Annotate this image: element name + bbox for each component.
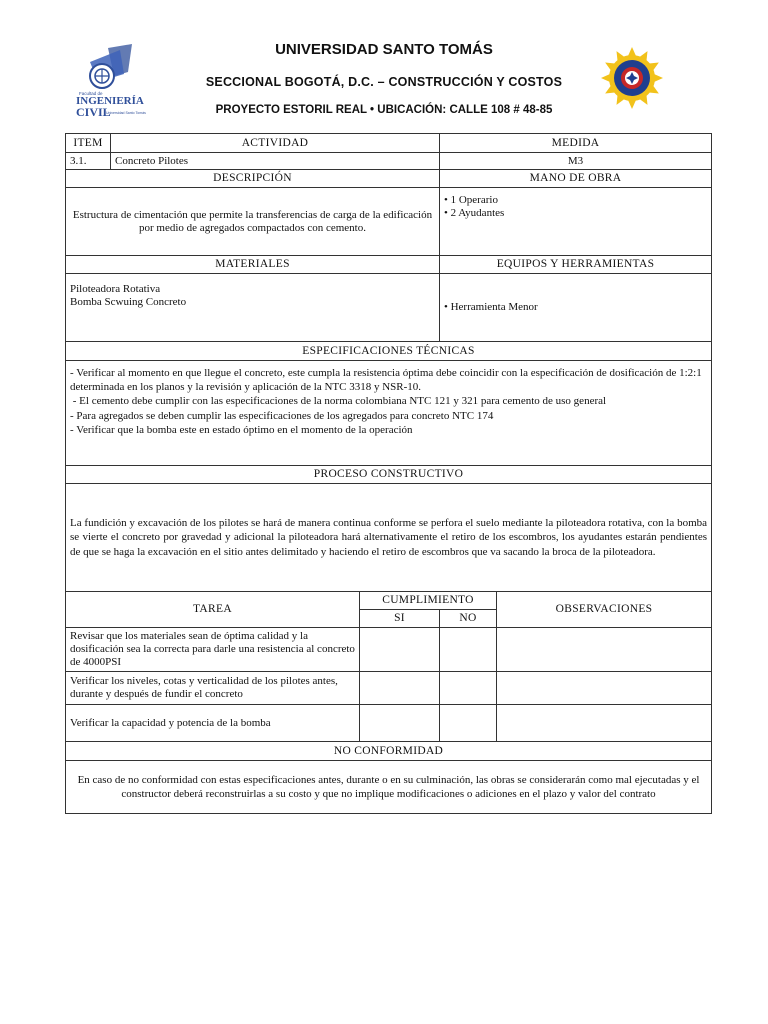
especificacion-line: - Verificar que la bomba este en estado óptimo en el momento de la operación — [70, 423, 413, 436]
tarea-si-cell[interactable] — [360, 672, 440, 705]
especificacion-line: - Verificar al momento en que llegue el concreto, este cumpla la resistencia óptima debe coincidir con la especificación de dosificación de 1:2:1 determinada en los planos y la revisión y aplicación de la NTC 3318 y NSR-10. — [70, 367, 702, 394]
tarea-no-cell[interactable] — [440, 628, 497, 672]
materiales-list — [66, 274, 440, 342]
tarea-observaciones-cell[interactable] — [497, 628, 712, 672]
tarea-observaciones-cell[interactable] — [497, 672, 712, 705]
university-title: UNIVERSIDAD SANTO TOMÁS — [275, 41, 493, 58]
especificaciones-header: ESPECIFICACIONES TÉCNICAS — [66, 342, 712, 361]
tarea-observaciones-cell[interactable] — [497, 705, 712, 742]
tarea-no-cell[interactable] — [440, 672, 497, 705]
descripcion-text: Estructura de cimentación que permite la transferencias de carga de la edificación por medio de agregados compactados con cemento. — [66, 188, 440, 256]
table-row — [66, 672, 712, 705]
si-header: SI — [360, 610, 440, 628]
no-header: NO — [440, 610, 497, 628]
tarea-si-cell[interactable] — [360, 705, 440, 742]
especificaciones-text — [66, 361, 712, 466]
table-row — [66, 628, 712, 672]
item-value: 3.1. — [66, 153, 111, 170]
proceso-text: La fundición y excavación de los pilotes se hará de manera continua conforme se perfora el suelo mediante la piloteadora rotativa, con la bomba se vierte el concreto por gravedad y adicional la piloteadora hará alternativamente el retiro de los escombros, los ayudantes estarán pendientes de que se haga la excavación en el sitio antes delimitado y haciendo el retiro de escombros que va sacando la broca de la piloteadora. — [66, 484, 712, 592]
actividad-value: Concreto Pilotes — [111, 153, 440, 170]
material-item: Bomba Scwuing Concreto — [70, 296, 187, 308]
mano-obra-item: • 1 Operario — [444, 194, 707, 207]
specification-sheet — [65, 133, 712, 814]
equipo-item: • Herramienta Menor — [444, 301, 707, 314]
actividad-header: ACTIVIDAD — [111, 134, 440, 153]
mano-obra-header: MANO DE OBRA — [440, 170, 712, 188]
tarea-text: Verificar la capacidad y potencia de la bomba — [66, 705, 360, 742]
cumplimiento-header: CUMPLIMIENTO — [360, 592, 497, 610]
equipos-header: EQUIPOS Y HERRAMIENTAS — [440, 256, 712, 274]
item-header: ITEM — [66, 134, 111, 153]
tarea-no-cell[interactable] — [440, 705, 497, 742]
materiales-header: MATERIALES — [66, 256, 440, 274]
medida-header: MEDIDA — [440, 134, 712, 153]
logo-line-3: CIVIL — [76, 105, 111, 119]
table-row — [66, 705, 712, 742]
proceso-header: PROCESO CONSTRUCTIVO — [66, 466, 712, 484]
tarea-text: Revisar que los materiales sean de óptima calidad y la dosificación sea la correcta para darle una resistencia al concreto de 4000PSI — [66, 628, 360, 672]
material-item: Piloteadora Rotativa — [70, 283, 161, 295]
especificacion-line: - Para agregados se deben cumplir las especificaciones de los agregados para concreto NTC 174 — [70, 409, 494, 422]
logo-line-1: Facultad de — [79, 91, 103, 96]
tarea-header: TAREA — [66, 592, 360, 628]
project-subtitle: PROYECTO ESTORIL REAL • UBICACIÓN: CALLE 108 # 48-85 — [215, 104, 553, 116]
medida-value: M3 — [440, 153, 712, 170]
logo-line-2: INGENIERÍA — [76, 95, 144, 107]
equipos-list — [440, 274, 712, 342]
descripcion-header: DESCRIPCIÓN — [66, 170, 440, 188]
especificacion-line: - El cemento debe cumplir con las especificaciones de la norma colombiana NTC 121 y 321 para cemento de uso general — [70, 395, 607, 408]
seccional-subtitle: SECCIONAL BOGOTÁ, D.C. – CONSTRUCCIÓN Y COSTOS — [205, 75, 563, 89]
no-conformidad-header: NO CONFORMIDAD — [66, 742, 712, 761]
tarea-si-cell[interactable] — [360, 628, 440, 672]
tarea-text: Verificar los niveles, cotas y verticalidad de los pilotes antes, durante y después de fundir el concreto — [66, 672, 360, 705]
logo-tagline: Universidad Santo Tomás — [106, 111, 146, 115]
no-conformidad-text: En caso de no conformidad con estas especificaciones antes, durante o en su culminación, las obras se considerarán como mal ejecutadas y el constructor deberá reconstruirlas a su costo y que no implique modificaciones o adiciones en el plazo y valor del contrato — [66, 761, 712, 814]
observaciones-header: OBSERVACIONES — [497, 592, 712, 628]
mano-obra-item: • 2 Ayudantes — [444, 207, 707, 220]
mano-obra-list — [440, 188, 712, 256]
